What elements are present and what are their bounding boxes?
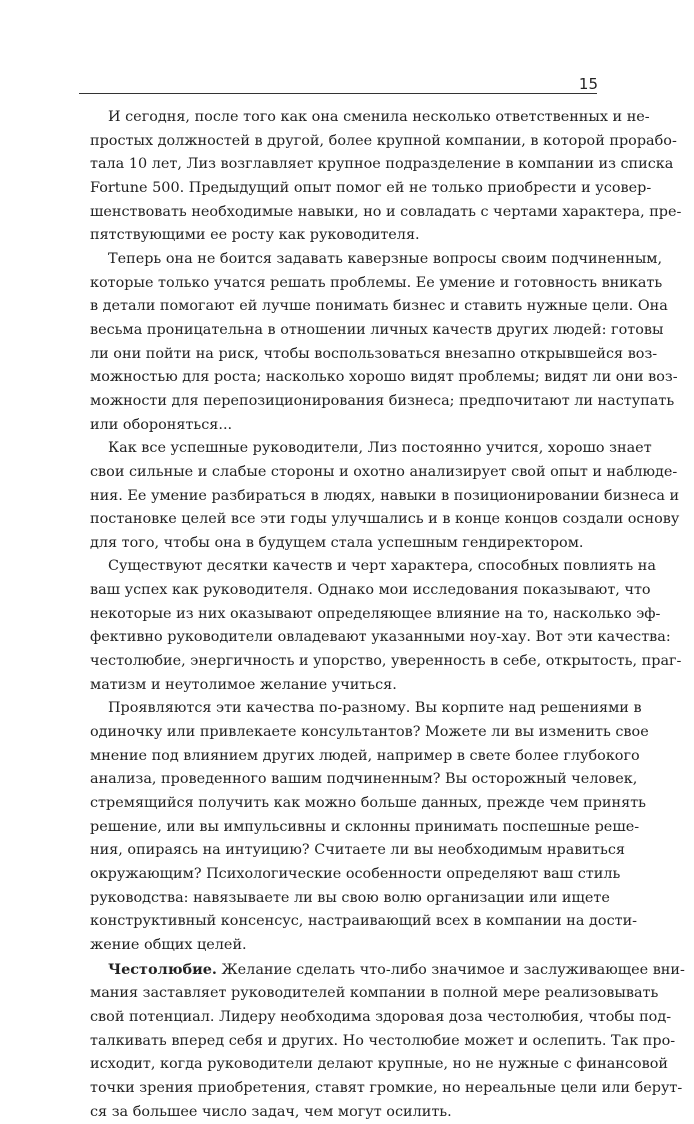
- text-line: весьма проницательна в отношении личных качеств других людей: готовы: [90, 321, 664, 338]
- text-line: честолюбие, энергичность и упорство, уверенность в себе, открытость, праг-: [90, 653, 682, 670]
- text-line: мания заставляет руководителей компании в полной мере реализовывать: [90, 985, 659, 1002]
- text-line: матизм и неутолимое желание учиться.: [90, 676, 397, 693]
- text-line: руководства: навязываете ли вы свою волю организации или ищете: [90, 889, 610, 906]
- text-line: жение общих целей.: [90, 936, 247, 953]
- text-line: простых должностей в другой, более крупной компании, в которой прорабо-: [90, 132, 677, 149]
- text-line: можностью для роста; насколько хорошо видят проблемы; видят ли они воз-: [90, 369, 678, 386]
- body-text: [90, 106, 685, 1124]
- text-line: которые только учатся решать проблемы. Ее умение и готовность вникать: [90, 274, 663, 291]
- section-lead-term: Честолюбие.: [108, 960, 217, 978]
- text-line: тала 10 лет, Лиз возглавляет крупное подразделение в компании из списка: [90, 156, 674, 173]
- text-line: в детали помогают ей лучше понимать бизнес и ставить нужные цели. Она: [90, 298, 668, 315]
- text-line: Существуют десятки качеств и черт характера, способных повлиять на: [108, 558, 656, 575]
- header-rule: [79, 93, 597, 94]
- text-line: точки зрения приобретения, ставят громкие, но нереальные цели или берут-: [90, 1079, 683, 1096]
- page-number: 15: [578, 75, 598, 93]
- text-line: Теперь она не боится задавать каверзные вопросы своим подчиненным,: [108, 250, 663, 267]
- paragraph-5: [90, 697, 649, 957]
- text-line: ваш успех как руководителя. Однако мои исследования показывают, что: [90, 582, 651, 599]
- text-line: Проявляются эти качества по-разному. Вы корпите над решениями в: [108, 700, 642, 717]
- paragraph-4: [90, 555, 682, 697]
- text-line: решение, или вы импульсивны и склонны принимать поспешные реше-: [90, 818, 640, 835]
- text-line: талкивать вперед себя и других. Но честолюбие может и ослепить. Так про-: [90, 1032, 676, 1049]
- text-line: некоторые из них оказывают определяющее влияние на то, насколько эф-: [90, 605, 661, 622]
- text-line: ния, опираясь на интуицию? Считаете ли вы необходимым нравиться: [90, 842, 625, 859]
- text-line: свои сильные и слабые стороны и охотно анализирует свой опыт и наблюде-: [90, 463, 678, 480]
- text-line: шенствовать необходимые навыки, но и совладать с чертами характера, пре-: [90, 203, 682, 220]
- text-line: стремящийся получить как можно больше данных, прежде чем принять: [90, 795, 646, 812]
- paragraph-6: [90, 958, 685, 1124]
- text-line: анализа, проведенного вашим подчиненным? Вы осторожный человек,: [90, 771, 638, 788]
- text-line-rest: Желание сделать что-либо значимое и заслуживающее вни-: [216, 961, 685, 978]
- text-line: или обороняться...: [90, 416, 233, 433]
- paragraph-3: [90, 437, 680, 555]
- text-line: ния. Ее умение разбираться в людях, навыки в позиционировании бизнеса и: [90, 487, 680, 504]
- text-line: фективно руководители овладевают указанными ноу-хау. Вот эти качества:: [90, 629, 671, 646]
- text-line: окружающим? Психологические особенности определяют ваш стиль: [90, 866, 621, 882]
- text-line: Как все успешные руководители, Лиз постоянно учится, хорошо знает: [108, 440, 652, 457]
- text-line: для того, чтобы она в будущем стала успешным гендиректором.: [90, 534, 584, 551]
- text-line: одиночку или привлекаете консультантов? Можете ли вы изменить свое: [90, 724, 649, 741]
- text-line: Fortune 500. Предыдущий опыт помог ей не только приобрести и усовер-: [90, 179, 652, 196]
- text-line: исходит, когда руководители делают крупные, но не нужные с финансовой: [90, 1056, 668, 1073]
- text-line: конструктивный консенсус, настраивающий всех в компании на дости-: [90, 913, 638, 930]
- text-line: пятствующими ее росту как руководителя.: [90, 227, 420, 244]
- text-line: [90, 958, 685, 983]
- text-line: ли они пойти на риск, чтобы воспользоваться внезапно открывшейся воз-: [90, 345, 658, 362]
- text-line: ся за большее число задач, чем могут осилить.: [90, 1103, 452, 1120]
- text-line: мнение под влиянием других людей, например в свете более глубокого: [90, 747, 640, 764]
- text-line: свой потенциал. Лидеру необходима здоровая доза честолюбия, чтобы под-: [90, 1008, 672, 1025]
- text-line: И сегодня, после того как она сменила несколько ответственных и не-: [108, 109, 650, 125]
- text-line: можности для перепозиционирования бизнеса; предпочитают ли наступать: [90, 392, 675, 409]
- paragraph-1: [90, 106, 682, 248]
- paragraph-2: [90, 248, 678, 437]
- text-line: постановке целей все эти годы улучшались и в конце концов создали основу: [90, 511, 680, 528]
